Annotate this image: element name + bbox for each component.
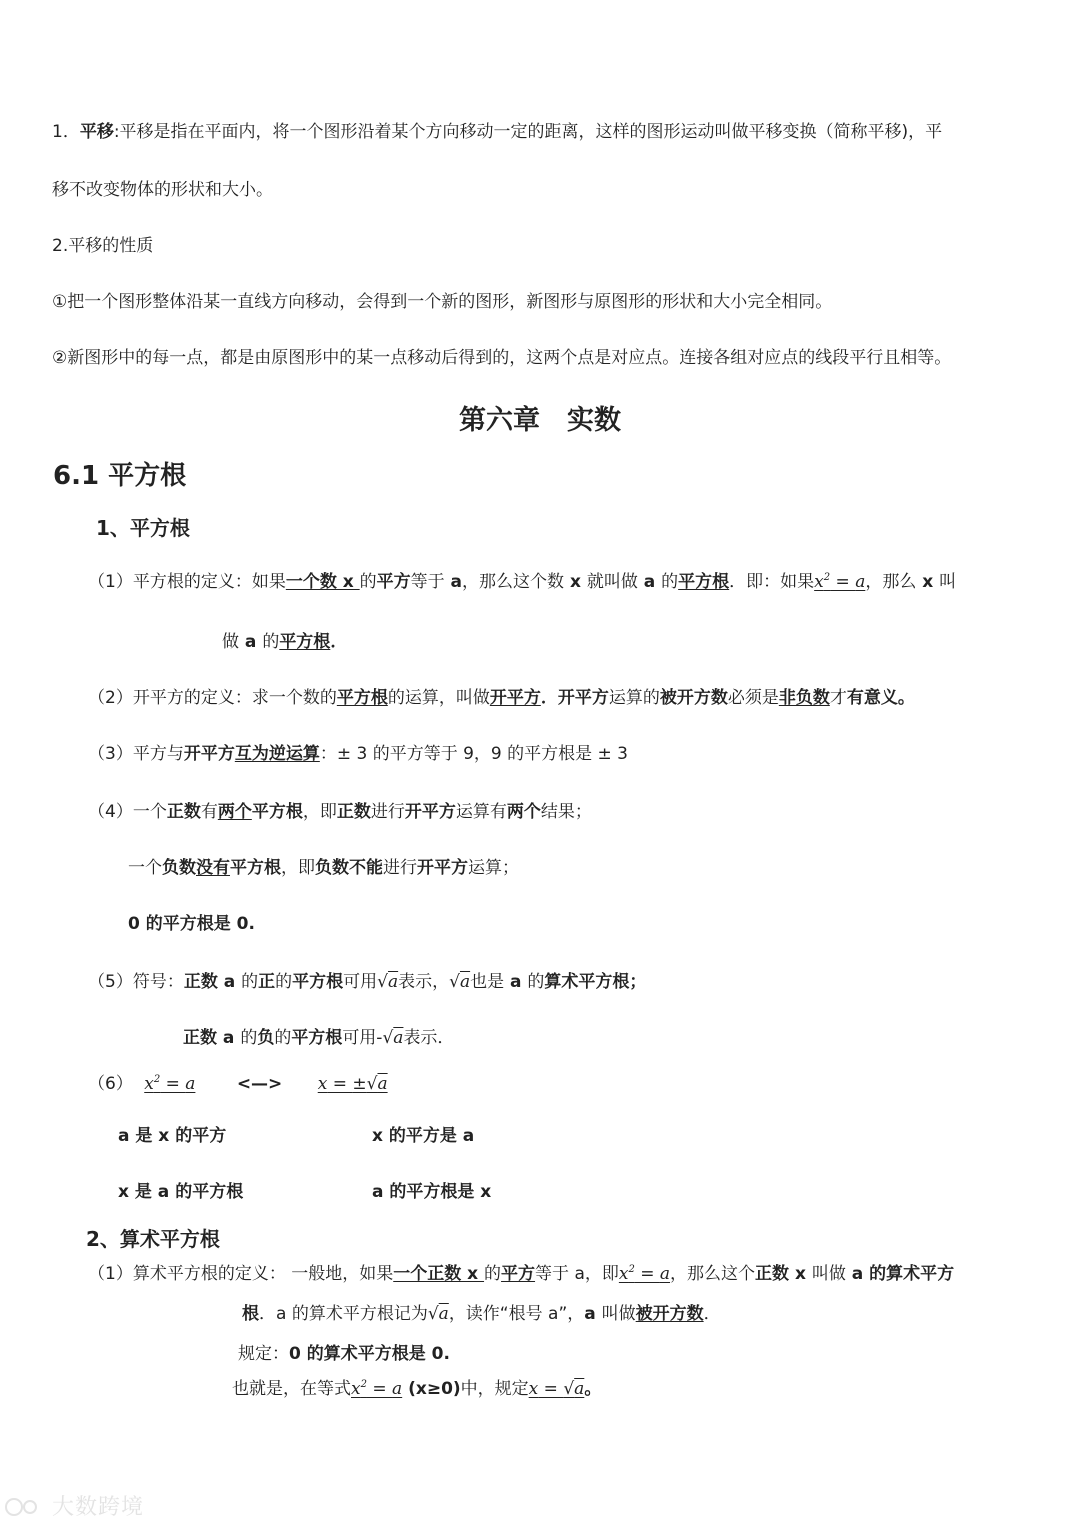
text: 有 <box>200 802 218 822</box>
para-sqrt-def <box>88 570 956 594</box>
term: 0 的算术平方根是 0. <box>289 1344 450 1364</box>
para-rule <box>238 1342 450 1366</box>
text: 的 <box>527 972 545 992</box>
double-arrow: <—> <box>236 1074 283 1094</box>
subsection-title-arithmetic-root: 2、算术平方根 <box>86 1227 220 1251</box>
term: 互为逆运算 <box>234 744 320 764</box>
para-root-extraction-def <box>88 686 915 710</box>
formula-x-sqrt: x = √a <box>528 1379 585 1399</box>
term: x <box>916 572 940 592</box>
term: 开平方 <box>183 744 235 764</box>
text: 的 <box>262 632 280 652</box>
term: a <box>217 1028 241 1048</box>
term: 平方根 <box>230 858 281 878</box>
term: 开平方 <box>404 802 456 822</box>
term: 开平方 <box>417 858 468 878</box>
text: （4）一个 <box>88 802 167 822</box>
relation-cell: x 是 a 的平方根 <box>118 1182 244 1202</box>
text: 运算的 <box>608 688 660 708</box>
text: ，即 <box>302 802 337 822</box>
text: ，读作“根号 a”， <box>448 1304 585 1324</box>
text: 运算有 <box>455 802 507 822</box>
term: x <box>564 572 587 592</box>
term: 被开方数 <box>659 688 728 708</box>
sqrt-a-formula: √a <box>449 972 471 992</box>
subsection-title-square-root: 1、平方根 <box>96 516 190 540</box>
text: ，那么这个 <box>670 1264 756 1284</box>
text: 运算； <box>468 858 519 878</box>
chapter-title: 第六章 实数 <box>459 405 621 436</box>
para-positive-roots <box>88 800 592 824</box>
text: 也就是，在等式 <box>232 1379 351 1399</box>
term: ．开平方 <box>540 688 609 708</box>
relation-cell: a 的平方根是 x <box>372 1182 492 1202</box>
text: ．a 的算术平方根记为 <box>259 1304 428 1324</box>
text: （1）算术平方根的定义： 一般地，如果 <box>88 1264 394 1284</box>
term: 一个正数 x <box>393 1264 485 1284</box>
text: （5）符号： <box>88 972 184 992</box>
term: a <box>444 572 463 592</box>
sqrt-a-formula: √a <box>427 1304 449 1324</box>
text: 进行 <box>370 802 405 822</box>
text: 结果； <box>540 802 592 822</box>
text: （2）开平方的定义：求一个数的 <box>88 688 337 708</box>
term: 正数 x <box>755 1264 812 1284</box>
text: （3）平方与 <box>88 744 184 764</box>
text: 叫做 <box>811 1264 846 1284</box>
text: 一个 <box>128 858 162 878</box>
item-number: 1． <box>52 122 80 142</box>
text: 的运算，叫做 <box>387 688 490 708</box>
text: 可用- <box>342 1028 383 1048</box>
term: 正数 <box>336 802 371 822</box>
text: 进行 <box>383 858 417 878</box>
term: 算术平方根； <box>544 972 647 992</box>
term: a <box>584 1304 602 1324</box>
term: 平方根 <box>678 572 730 592</box>
term: 平方根 <box>251 802 303 822</box>
text: 的 <box>241 972 259 992</box>
text: （1）平方根的定义：如果 <box>88 572 286 592</box>
para-translation-prop-2: ②新图形中的每一点，都是由原图形中的某一点移动后得到的，这两个点是对应点。连接各组对应点的线段平行且相等。 <box>52 348 952 368</box>
para-arith-root-def-cont <box>242 1302 721 1326</box>
para-arith-root-def <box>88 1262 954 1286</box>
term: 被开方数 <box>635 1304 704 1324</box>
term: 开平方 <box>489 688 541 708</box>
sqrt-a-formula: √a <box>377 972 399 992</box>
text: 也是 <box>470 972 505 992</box>
text: 的 <box>275 972 293 992</box>
watermark <box>4 1490 144 1521</box>
formula: $x^2 = a$ <box>618 1264 671 1284</box>
para-negative-roots <box>128 856 519 880</box>
text: 叫 <box>939 572 957 592</box>
term: 平方根 <box>291 1028 343 1048</box>
text: 等于 a，即 <box>535 1264 619 1284</box>
formula: $x^2 = a$ <box>351 1379 403 1399</box>
text: 才 <box>829 688 847 708</box>
text: 规定： <box>238 1344 289 1364</box>
text: 中，规定 <box>460 1379 529 1399</box>
formula: $x^2 = a$ <box>814 572 866 592</box>
term: 负 <box>257 1028 275 1048</box>
text: 的 <box>359 572 377 592</box>
term: 正数 <box>166 802 201 822</box>
text: ，即 <box>281 858 315 878</box>
text: ． <box>703 1304 721 1324</box>
text: 等于 <box>410 572 445 592</box>
text: 表示， <box>398 972 450 992</box>
text: ． <box>330 632 348 652</box>
term: 一个数 x <box>285 572 360 592</box>
term: 正数 <box>183 972 218 992</box>
term: 有意义。 <box>846 688 915 708</box>
section-title: 6.1 平方根 <box>53 461 187 491</box>
para-rule-eq <box>232 1377 601 1401</box>
text: ，那么这个数 <box>462 572 565 592</box>
text: 的 <box>240 1028 258 1048</box>
watermark-logo-icon <box>4 1496 44 1518</box>
term: 正 <box>258 972 276 992</box>
text: 做 <box>222 632 239 652</box>
term: 负数 <box>162 858 196 878</box>
text: 的 <box>484 1264 502 1284</box>
term: 负数不能 <box>315 858 383 878</box>
term: 平方 <box>501 1264 536 1284</box>
text: 。 <box>584 1379 602 1399</box>
para-equivalence <box>88 1072 388 1096</box>
text: 表示． <box>403 1028 455 1048</box>
para-symbol <box>88 970 646 994</box>
term: 平方根 <box>336 688 388 708</box>
watermark-text: 大数跨境 <box>52 1495 145 1520</box>
term: a 的算术平方 <box>845 1264 955 1284</box>
relation-cell: x 的平方是 a <box>372 1126 475 1146</box>
term: 正数 <box>183 1028 217 1048</box>
term: 平方根 <box>292 972 344 992</box>
text: 的 <box>274 1028 292 1048</box>
para-translation-props-title: 2.平移的性质 <box>52 236 154 256</box>
relation-cell: a 是 x 的平方 <box>118 1126 227 1146</box>
formula-x-pm-sqrt: x = ±√a <box>317 1074 388 1094</box>
text: :平移是指在平面内，将一个图形沿着某个方向移动一定的距离，这样的图形运动叫做平移变换（简称平移)，平 <box>113 122 943 142</box>
para-translation-def-cont: 移不改变物体的形状和大小。 <box>52 180 273 200</box>
text: 的 <box>661 572 679 592</box>
condition: (x≥0) <box>402 1379 461 1399</box>
term: a <box>504 972 528 992</box>
term: 平方根 <box>279 632 331 652</box>
para-symbol-negative <box>183 1026 454 1050</box>
text: ，那么 <box>865 572 917 592</box>
text: 必须是 <box>727 688 779 708</box>
text: ：± 3 的平方等于 9，9 的平方根是 ± 3 <box>319 744 629 764</box>
para-inverse-operations <box>88 742 628 766</box>
term: 没有 <box>196 858 230 878</box>
term: a <box>217 972 242 992</box>
formula-x-squared: $x^2 = a$ <box>144 1074 196 1094</box>
term: a <box>239 632 263 652</box>
text: ．即：如果 <box>729 572 815 592</box>
term: 两个 <box>217 802 252 822</box>
term: 平移 <box>79 122 114 142</box>
term: 平方 <box>376 572 411 592</box>
term: 非负数 <box>778 688 830 708</box>
para-sqrt-def-cont <box>222 630 347 654</box>
text: 可用 <box>343 972 378 992</box>
text: 叫做 <box>601 1304 636 1324</box>
text: 就叫做 <box>586 572 638 592</box>
sqrt-a-formula: √a <box>382 1028 404 1048</box>
term: a <box>637 572 662 592</box>
para-translation-prop-1: ①把一个图形整体沿某一直线方向移动，会得到一个新的图形，新图形与原图形的形状和大小完全相同。 <box>52 292 833 312</box>
item-number: （6） <box>88 1074 133 1094</box>
para-zero-root: 0 的平方根是 0. <box>128 914 255 934</box>
term: 根 <box>242 1304 259 1324</box>
term: 两个 <box>506 802 541 822</box>
para-translation-def <box>52 120 942 144</box>
